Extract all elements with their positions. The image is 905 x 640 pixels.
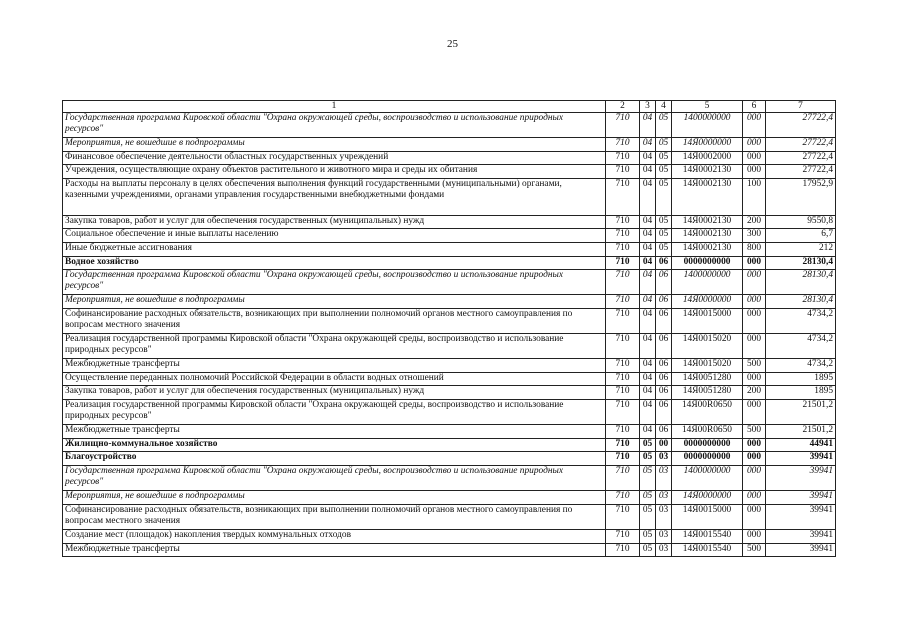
row-vid-rashodov: 100 [743, 178, 766, 215]
page-number: 25 [447, 38, 458, 50]
row-vedomstvo: 710 [606, 438, 640, 452]
table-row [63, 359, 836, 373]
row-summa: 21501,2 [766, 425, 836, 439]
row-vedomstvo: 710 [606, 256, 640, 270]
row-razdel: 04 [640, 425, 656, 439]
row-summa: 17952,9 [766, 178, 836, 215]
row-summa: 28130,4 [766, 295, 836, 309]
row-celevaya-statya: 14Я0000000 [672, 491, 743, 505]
row-name: Реализация государственной программы Кировской области "Охрана окружающей среды, воспроизводство и использование природных ресурсов" [63, 334, 606, 359]
row-vid-rashodov: 000 [743, 491, 766, 505]
table-row [63, 256, 836, 270]
table-row [63, 438, 836, 452]
row-name: Государственная программа Кировской области "Охрана окружающей среды, воспроизводство и использование природных ресурсов" [63, 113, 606, 138]
row-razdel: 05 [640, 466, 656, 491]
row-vedomstvo: 710 [606, 543, 640, 557]
row-razdel: 04 [640, 334, 656, 359]
row-vedomstvo: 710 [606, 242, 640, 256]
row-summa: 27722,4 [766, 138, 836, 152]
row-vedomstvo: 710 [606, 138, 640, 152]
row-vedomstvo: 710 [606, 295, 640, 309]
row-summa: 6,7 [766, 229, 836, 243]
row-name: Государственная программа Кировской области "Охрана окружающей среды, воспроизводство и использование природных ресурсов" [63, 466, 606, 491]
row-razdel: 04 [640, 386, 656, 400]
row-vedomstvo: 710 [606, 452, 640, 466]
row-podrazdel: 05 [656, 242, 672, 256]
table-row [63, 138, 836, 152]
row-summa: 4734,2 [766, 334, 836, 359]
row-name: Социальное обеспечение и иные выплаты населению [63, 229, 606, 243]
row-celevaya-statya: 14Я0002130 [672, 215, 743, 229]
row-summa: 4734,2 [766, 359, 836, 373]
header-col-summa: 7 [766, 101, 836, 113]
row-vid-rashodov: 000 [743, 334, 766, 359]
table-row [63, 295, 836, 309]
row-razdel: 05 [640, 530, 656, 544]
row-vid-rashodov: 500 [743, 359, 766, 373]
row-podrazdel: 05 [656, 178, 672, 215]
table-row [63, 452, 836, 466]
table-row [63, 151, 836, 165]
row-summa: 28130,4 [766, 256, 836, 270]
row-vedomstvo: 710 [606, 372, 640, 386]
table-header-row [63, 101, 836, 113]
table-row [63, 386, 836, 400]
row-name: Закупка товаров, работ и услуг для обеспечения государственных (муниципальных) нужд [63, 215, 606, 229]
row-vid-rashodov: 000 [743, 270, 766, 295]
row-name: Государственная программа Кировской области "Охрана окружающей среды, воспроизводство и использование природных ресурсов" [63, 270, 606, 295]
row-celevaya-statya: 14Я0051280 [672, 372, 743, 386]
row-summa: 28130,4 [766, 270, 836, 295]
row-vid-rashodov: 500 [743, 425, 766, 439]
row-vedomstvo: 710 [606, 113, 640, 138]
row-vedomstvo: 710 [606, 229, 640, 243]
row-name: Межбюджетные трансферты [63, 359, 606, 373]
row-vid-rashodov: 000 [743, 165, 766, 179]
row-celevaya-statya: 0000000000 [672, 256, 743, 270]
row-vedomstvo: 710 [606, 504, 640, 529]
row-vid-rashodov: 000 [743, 256, 766, 270]
row-podrazdel: 03 [656, 452, 672, 466]
row-celevaya-statya: 0000000000 [672, 438, 743, 452]
row-vedomstvo: 710 [606, 178, 640, 215]
row-celevaya-statya: 14Я0015020 [672, 334, 743, 359]
row-name: Создание мест (площадок) накопления твердых коммунальных отходов [63, 530, 606, 544]
row-razdel: 04 [640, 295, 656, 309]
row-podrazdel: 00 [656, 438, 672, 452]
row-name: Расходы на выплаты персоналу в целях обеспечения выполнения функций государственными (муниципальными) органами, казенными учреждениями, органами управления государственными внебюджетными фондами [63, 178, 606, 215]
row-celevaya-statya: 14Я0002130 [672, 165, 743, 179]
row-podrazdel: 06 [656, 372, 672, 386]
row-summa: 39941 [766, 543, 836, 557]
row-podrazdel: 05 [656, 165, 672, 179]
row-razdel: 04 [640, 256, 656, 270]
row-celevaya-statya: 0000000000 [672, 452, 743, 466]
table-row [63, 466, 836, 491]
row-podrazdel: 06 [656, 308, 672, 333]
table-row [63, 530, 836, 544]
row-summa: 212 [766, 242, 836, 256]
row-name: Благоустройство [63, 452, 606, 466]
row-name: Межбюджетные трансферты [63, 425, 606, 439]
row-vid-rashodov: 200 [743, 386, 766, 400]
row-razdel: 04 [640, 308, 656, 333]
table-row [63, 229, 836, 243]
row-podrazdel: 06 [656, 270, 672, 295]
row-vedomstvo: 710 [606, 425, 640, 439]
row-podrazdel: 03 [656, 491, 672, 505]
table-row [63, 215, 836, 229]
row-summa: 4734,2 [766, 308, 836, 333]
row-summa: 1895 [766, 372, 836, 386]
row-vedomstvo: 710 [606, 466, 640, 491]
table-row [63, 308, 836, 333]
row-razdel: 04 [640, 229, 656, 243]
row-vedomstvo: 710 [606, 215, 640, 229]
row-razdel: 04 [640, 372, 656, 386]
row-vedomstvo: 710 [606, 400, 640, 425]
row-celevaya-statya: 14Я0015540 [672, 543, 743, 557]
row-vid-rashodov: 000 [743, 452, 766, 466]
row-vedomstvo: 710 [606, 530, 640, 544]
row-podrazdel: 06 [656, 256, 672, 270]
row-razdel: 04 [640, 165, 656, 179]
row-name: Софинансирование расходных обязательств, возникающих при выполнении полномочий органов местного самоуправления по вопросам местного значения [63, 308, 606, 333]
row-podrazdel: 03 [656, 504, 672, 529]
row-celevaya-statya: 14Я0015540 [672, 530, 743, 544]
table-row [63, 372, 836, 386]
row-razdel: 04 [640, 113, 656, 138]
header-col-vedomstvo: 2 [606, 101, 640, 113]
row-vid-rashodov: 000 [743, 151, 766, 165]
row-celevaya-statya: 14Я00R0650 [672, 425, 743, 439]
table-row [63, 543, 836, 557]
row-celevaya-statya: 1400000000 [672, 113, 743, 138]
row-podrazdel: 03 [656, 466, 672, 491]
row-summa: 39941 [766, 466, 836, 491]
row-name: Мероприятия, не вошедшие в подпрограммы [63, 138, 606, 152]
row-summa: 1895 [766, 386, 836, 400]
table-row [63, 178, 836, 215]
row-summa: 9550,8 [766, 215, 836, 229]
row-celevaya-statya: 14Я0002130 [672, 242, 743, 256]
row-vid-rashodov: 000 [743, 295, 766, 309]
row-celevaya-statya: 14Я0000000 [672, 138, 743, 152]
row-summa: 39941 [766, 530, 836, 544]
row-podrazdel: 05 [656, 151, 672, 165]
row-name: Жилищно-коммунальное хозяйство [63, 438, 606, 452]
row-name: Реализация государственной программы Кировской области "Охрана окружающей среды, воспроизводство и использование природных ресурсов" [63, 400, 606, 425]
row-summa: 27722,4 [766, 113, 836, 138]
table-row [63, 400, 836, 425]
row-vid-rashodov: 500 [743, 543, 766, 557]
row-razdel: 05 [640, 452, 656, 466]
row-podrazdel: 06 [656, 359, 672, 373]
row-podrazdel: 06 [656, 425, 672, 439]
row-celevaya-statya: 14Я0015000 [672, 308, 743, 333]
row-celevaya-statya: 14Я0000000 [672, 295, 743, 309]
row-celevaya-statya: 14Я0015000 [672, 504, 743, 529]
table-row [63, 270, 836, 295]
row-razdel: 04 [640, 178, 656, 215]
row-razdel: 05 [640, 543, 656, 557]
row-razdel: 04 [640, 400, 656, 425]
row-podrazdel: 05 [656, 229, 672, 243]
row-vid-rashodov: 000 [743, 466, 766, 491]
row-name: Закупка товаров, работ и услуг для обеспечения государственных (муниципальных) нужд [63, 386, 606, 400]
table-row [63, 334, 836, 359]
row-razdel: 05 [640, 438, 656, 452]
row-podrazdel: 06 [656, 295, 672, 309]
row-podrazdel: 03 [656, 530, 672, 544]
row-vedomstvo: 710 [606, 491, 640, 505]
header-col-podrazdel: 4 [656, 101, 672, 113]
budget-table [62, 100, 836, 557]
row-podrazdel: 06 [656, 334, 672, 359]
row-razdel: 04 [640, 138, 656, 152]
row-podrazdel: 05 [656, 113, 672, 138]
row-vid-rashodov: 800 [743, 242, 766, 256]
row-summa: 21501,2 [766, 400, 836, 425]
row-name: Софинансирование расходных обязательств, возникающих при выполнении полномочий органов местного самоуправления по вопросам местного значения [63, 504, 606, 529]
header-col-vid-rashodov: 6 [743, 101, 766, 113]
row-vedomstvo: 710 [606, 359, 640, 373]
row-celevaya-statya: 1400000000 [672, 270, 743, 295]
row-name: Мероприятия, не вошедшие в подпрограммы [63, 295, 606, 309]
header-col-razdel: 3 [640, 101, 656, 113]
row-celevaya-statya: 14Я0002130 [672, 178, 743, 215]
row-celevaya-statya: 14Я0002130 [672, 229, 743, 243]
table-row [63, 113, 836, 138]
table-row [63, 425, 836, 439]
row-vedomstvo: 710 [606, 334, 640, 359]
row-vedomstvo: 710 [606, 151, 640, 165]
row-summa: 27722,4 [766, 165, 836, 179]
table-row [63, 491, 836, 505]
row-celevaya-statya: 14Я0002000 [672, 151, 743, 165]
row-vedomstvo: 710 [606, 270, 640, 295]
row-vid-rashodov: 000 [743, 504, 766, 529]
row-name: Финансовое обеспечение деятельности областных государственных учреждений [63, 151, 606, 165]
table-row [63, 242, 836, 256]
header-col-name: 1 [63, 101, 606, 113]
row-name: Иные бюджетные ассигнования [63, 242, 606, 256]
row-vedomstvo: 710 [606, 165, 640, 179]
row-vedomstvo: 710 [606, 308, 640, 333]
row-vid-rashodov: 000 [743, 138, 766, 152]
row-razdel: 04 [640, 242, 656, 256]
row-celevaya-statya: 14Я00R0650 [672, 400, 743, 425]
row-name: Межбюджетные трансферты [63, 543, 606, 557]
row-razdel: 04 [640, 215, 656, 229]
row-vedomstvo: 710 [606, 386, 640, 400]
row-name: Осуществление переданных полномочий Российской Федерации в области водных отношений [63, 372, 606, 386]
row-razdel: 05 [640, 504, 656, 529]
header-col-celevaya-statya: 5 [672, 101, 743, 113]
row-podrazdel: 05 [656, 215, 672, 229]
row-razdel: 04 [640, 359, 656, 373]
table-row [63, 504, 836, 529]
budget-table-body [63, 113, 836, 557]
row-celevaya-statya: 1400000000 [672, 466, 743, 491]
row-podrazdel: 06 [656, 386, 672, 400]
row-podrazdel: 03 [656, 543, 672, 557]
row-vid-rashodov: 000 [743, 308, 766, 333]
row-vid-rashodov: 300 [743, 229, 766, 243]
row-vid-rashodov: 000 [743, 530, 766, 544]
row-name: Мероприятия, не вошедшие в подпрограммы [63, 491, 606, 505]
row-vid-rashodov: 000 [743, 372, 766, 386]
row-vid-rashodov: 200 [743, 215, 766, 229]
row-vid-rashodov: 000 [743, 400, 766, 425]
row-summa: 39941 [766, 504, 836, 529]
row-vid-rashodov: 000 [743, 438, 766, 452]
row-razdel: 04 [640, 151, 656, 165]
row-name: Учреждения, осуществляющие охрану объектов растительного и животного мира и среды их обитания [63, 165, 606, 179]
row-podrazdel: 05 [656, 138, 672, 152]
row-razdel: 04 [640, 270, 656, 295]
row-summa: 27722,4 [766, 151, 836, 165]
row-summa: 44941 [766, 438, 836, 452]
row-summa: 39941 [766, 491, 836, 505]
row-podrazdel: 06 [656, 400, 672, 425]
row-celevaya-statya: 14Я0051280 [672, 386, 743, 400]
row-razdel: 05 [640, 491, 656, 505]
row-name: Водное хозяйство [63, 256, 606, 270]
table-row [63, 165, 836, 179]
row-vid-rashodov: 000 [743, 113, 766, 138]
row-celevaya-statya: 14Я0015020 [672, 359, 743, 373]
row-summa: 39941 [766, 452, 836, 466]
